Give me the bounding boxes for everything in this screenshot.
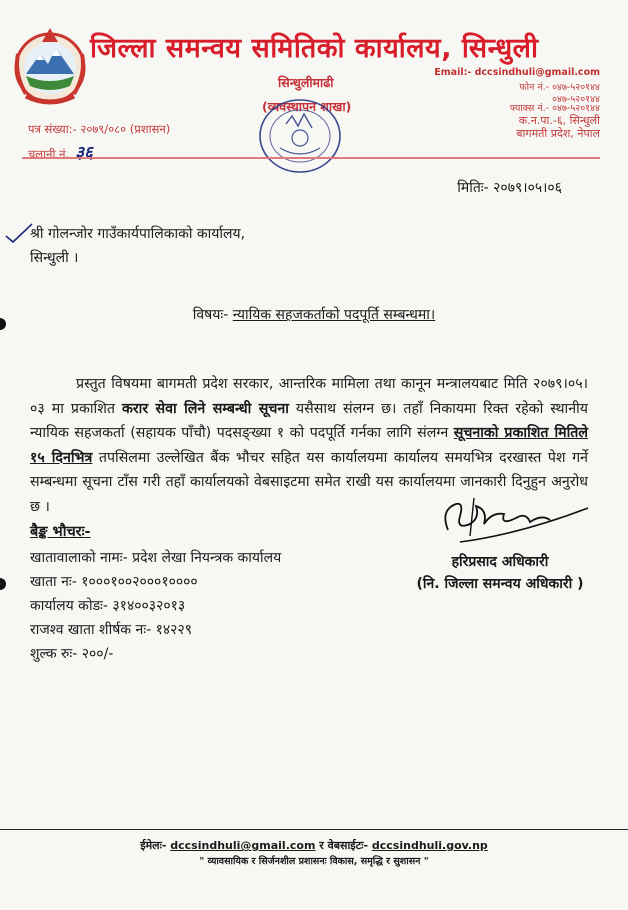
- body-bold-2: सूचनाको प्रकाशित मितिले १५ दिनभित्र: [30, 425, 588, 466]
- signatory-name: हरिप्रसाद अधिकारी: [451, 554, 549, 570]
- header-divider: [22, 157, 600, 159]
- fee-amount: शुल्क रुः- २००/-: [30, 646, 114, 662]
- sub-office: सिन्धुलीमाढी: [278, 75, 334, 90]
- dispatch-value: ३६: [75, 143, 93, 163]
- footer-slogan: " व्यावसायिक र सिर्जनशील प्रशासनः विकास, समृद्धि र सुशासन ": [199, 856, 429, 867]
- footer-web-label: र वेबसाईटः-: [319, 839, 369, 852]
- account-name: खातावालाको नामः- प्रदेश लेखा नियन्त्रक कार्यालय: [30, 550, 282, 566]
- addressee-line-2: सिन्धुली ।: [30, 250, 79, 266]
- footer-divider: [0, 829, 628, 830]
- account-number: खाता नः- १०००१००२०००१००००: [30, 574, 198, 590]
- revenue-head: राजश्व खाता शीर्षक नः- १४२२९: [30, 622, 192, 638]
- signature-icon: [430, 490, 590, 552]
- signatory-title: (नि. जिल्ला समन्वय अधिकारी ): [416, 576, 584, 592]
- office-code: कार्यालय कोडः- ३१४००३२०१३: [30, 598, 186, 614]
- footer-email-link[interactable]: dccsindhuli@gmail.com: [170, 839, 316, 852]
- footer-contact: [0, 838, 628, 853]
- bank-voucher-heading: बैङ्क भौचरः-: [30, 524, 91, 540]
- body-part-1: प्रस्तुत विषयमा बागमती प्रदेश सरकार, आन्तरिक मामिला तथा कानून मन्त्रालयबाट मिति २०७९।०५।०३ मा प्रकाशित: [30, 376, 588, 417]
- body-part-2: यसैसाथ संलग्न छ। तहाँ निकायमा रिक्त रहेको स्थानीय न्यायिक सहजकर्ता (सहायक पाँचौ) पदसङ्ख्या १ को पदपूर्ति गर्नका लागि संलग्न: [30, 400, 588, 441]
- body-bold-1: करार सेवा लिने सम्बन्धी सूचना: [121, 400, 289, 417]
- header-fax: फ्याक्स नं.- ०४७-५२०१४४: [509, 103, 600, 114]
- header-address: क.न.पा.-६, सिन्धुली: [518, 114, 600, 127]
- office-title: जिल्ला समन्वय समितिको कार्यालय, सिन्धुली: [90, 33, 539, 64]
- footer-website-link[interactable]: dccsindhuli.gov.np: [371, 839, 488, 852]
- reference-number: पत्र संख्या:- २०७९/०८० (प्रशासन): [28, 122, 171, 136]
- office-stamp-icon: [250, 94, 348, 180]
- header-address-2: बागमती प्रदेश, नेपाल: [516, 127, 600, 140]
- addressee-line-1: श्री गोलन्जोर गाउँकार्यपालिकाको कार्यालय,: [30, 226, 246, 242]
- header-email: Email:- dccsindhuli@gmail.com: [434, 67, 600, 78]
- subject-label: विषयः-: [192, 307, 229, 323]
- nepal-emblem-icon: [12, 24, 88, 108]
- subject-line: [0, 305, 628, 324]
- punch-hole: [0, 578, 6, 590]
- dispatch-label: चलानी नं.: [28, 147, 70, 161]
- letter-date: मितिः- २०७९।०५।०६: [457, 180, 562, 196]
- body-part-3: तपसिलमा उल्लेखित बैंक भौचर सहित यस कार्यालयमा कार्यालय समयभित्र दरखास्त पेश गर्ने सम्बन्धमा सूचना टाँस गरी तहाँ कार्यालयको वेबसाइटमा समेत राखी यस कार्यालयमा जानकारी दिनुहुन अनुरोध छ ।: [30, 449, 588, 515]
- header-phone-2: ०४७-५२०१४४: [552, 94, 600, 105]
- header-phone: फोन नं.- ०४७-५२०१४४: [519, 82, 600, 93]
- dispatch-number: [28, 140, 93, 163]
- subject-text: न्यायिक सहजकर्ताको पदपूर्ति सम्बन्धमा।: [232, 307, 436, 323]
- section-name: (व्यवस्थापन शाखा): [262, 99, 352, 114]
- footer-email-label: ईमेलः-: [140, 839, 167, 852]
